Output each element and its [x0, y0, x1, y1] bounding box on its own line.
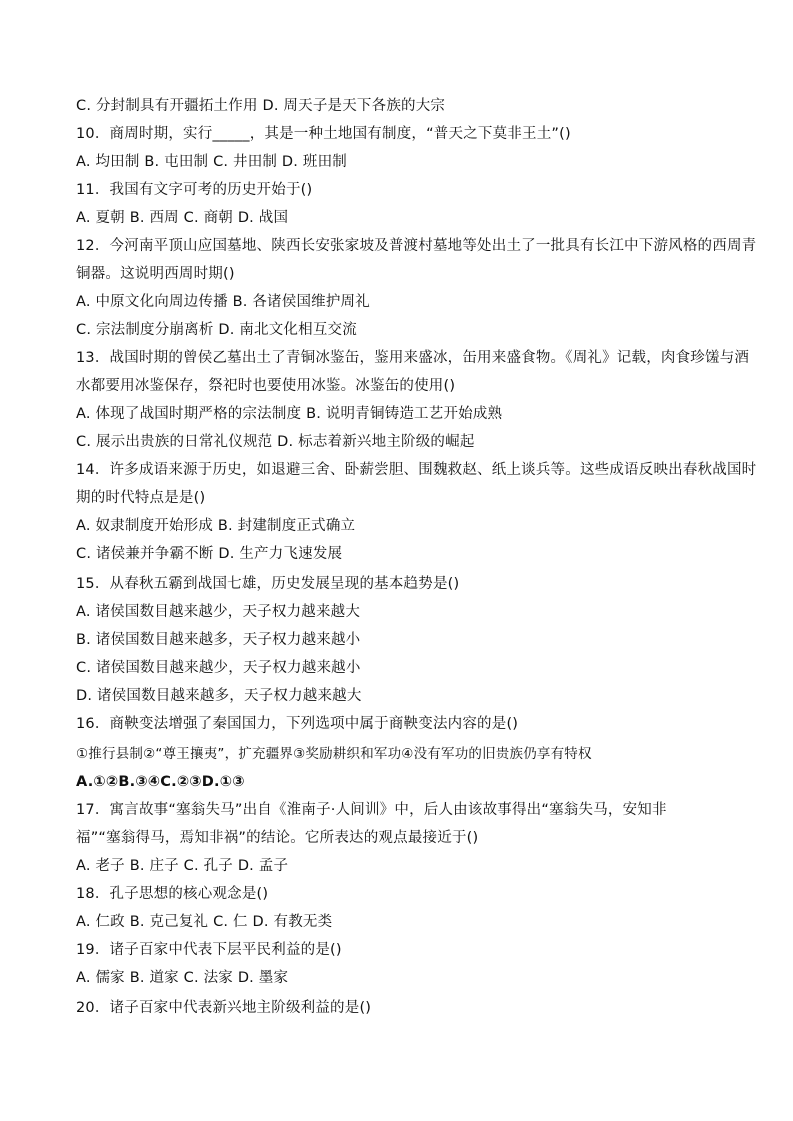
text-line: 期的时代特点是是() — [76, 490, 206, 506]
answer-options-16: A.①②B.③④C.②③D.①③ — [76, 774, 245, 790]
text-line: A. 仁政 B. 克己复礼 C. 仁 D. 有教无类 — [76, 914, 333, 930]
text-line: A. 夏朝 B. 西周 C. 商朝 D. 战国 — [76, 210, 289, 226]
text-line: A. 均田制 B. 屯田制 C. 井田制 D. 班田制 — [76, 154, 348, 170]
text-line: A. 老子 B. 庄子 C. 孔子 D. 孟子 — [76, 858, 289, 874]
text-line: D. 诸侯国数目越来越多，天子权力越来越大 — [76, 688, 362, 704]
text-line: ①推行县制②“尊王攘夷”，扩充疆界③奖励耕织和军功④没有军功的旧贵族仍享有特权 — [76, 746, 592, 762]
question-11: 11．我国有文字可考的历史开始于() — [76, 182, 313, 198]
question-13: 13．战国时期的曾侯乙墓出土了青铜冰鉴缶，鉴用来盛冰，缶用来盛食物。《周礼》记载，肉食珍馐与酒 — [76, 350, 750, 366]
text-line: A. 诸侯国数目越来越少，天子权力越来越大 — [76, 604, 361, 620]
question-17: 17．寓言故事“塞翁失马”出自《淮南子·人间训》中，后人由该故事得出“塞翁失马，安知非 — [76, 802, 667, 818]
question-15: 15．从春秋五霸到战国七雄，历史发展呈现的基本趋势是() — [76, 576, 460, 592]
question-12: 12．今河南平顶山应国墓地、陕西长安张家坡及普渡村墓地等处出土了一批具有长江中下游风格的西周青 — [76, 238, 757, 254]
text-line: C. 分封制具有开疆拓土作用 D. 周天子是天下各族的大宗 — [76, 98, 446, 114]
text-line: B. 诸侯国数目越来越多，天子权力越来越小 — [76, 632, 361, 648]
text-line: C. 诸侯兼并争霸不断 D. 生产力飞速发展 — [76, 546, 343, 562]
question-14: 14．许多成语来源于历史，如退避三舍、卧薪尝胆、围魏救赵、纸上谈兵等。这些成语反映出春秋战国时 — [76, 462, 757, 478]
text-line: C. 诸侯国数目越来越少，天子权力越来越小 — [76, 660, 361, 676]
question-18: 18．孔子思想的核心观念是() — [76, 886, 269, 902]
question-20: 20．诸子百家中代表新兴地主阶级利益的是() — [76, 1000, 372, 1016]
text-line: A. 体现了战国时期严格的宗法制度 B. 说明青铜铸造工艺开始成熟 — [76, 406, 503, 422]
text-line: C. 宗法制度分崩离析 D. 南北文化相互交流 — [76, 322, 357, 338]
question-10: 10．商周时期，实行_____，其是一种土地国有制度，“普天之下莫非王土”() — [76, 126, 571, 142]
text-line: A. 奴隶制度开始形成 B. 封建制度正式确立 — [76, 518, 356, 534]
text-line: A. 中原文化向周边传播 B. 各诸侯国维护周礼 — [76, 294, 370, 310]
text-line: C. 展示出贵族的日常礼仪规范 D. 标志着新兴地主阶级的崛起 — [76, 434, 475, 450]
text-line: A. 儒家 B. 道家 C. 法家 D. 墨家 — [76, 970, 289, 986]
question-16: 16．商鞅变法增强了秦国国力，下列选项中属于商鞅变法内容的是() — [76, 716, 519, 732]
text-line: 水都要用冰鉴保存，祭祀时也要使用冰鉴。冰鉴缶的使用() — [76, 378, 456, 394]
text-line: 福”“塞翁得马，焉知非祸”的结论。它所表达的观点最接近于() — [76, 830, 479, 846]
text-line: 铜器。这说明西周时期() — [76, 266, 235, 282]
question-19: 19．诸子百家中代表下层平民利益的是() — [76, 942, 342, 958]
